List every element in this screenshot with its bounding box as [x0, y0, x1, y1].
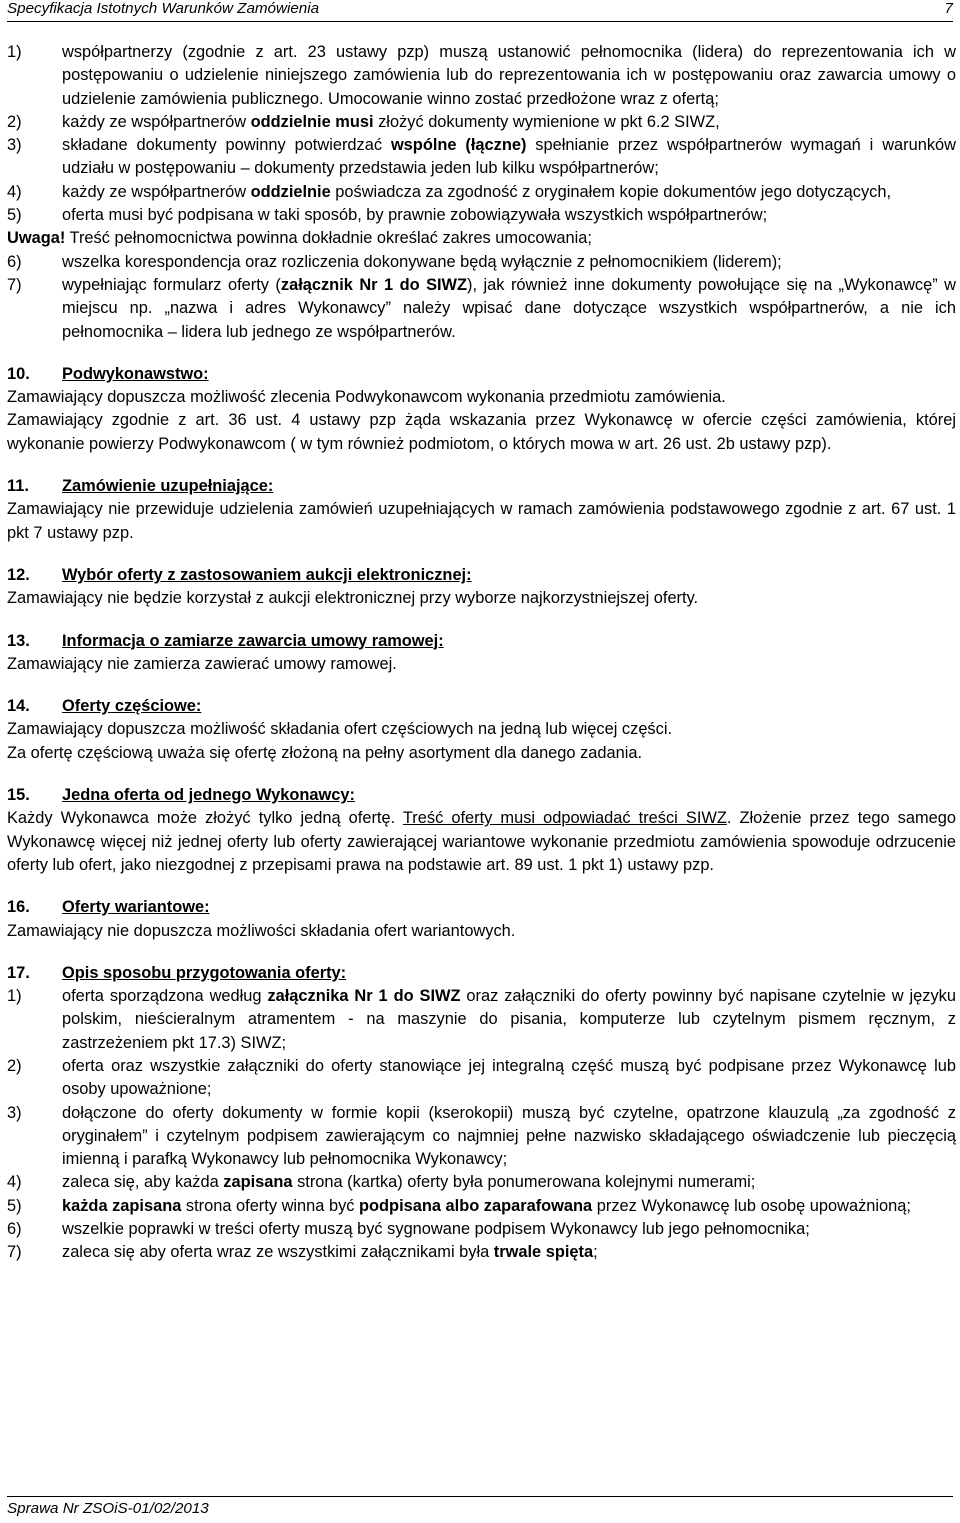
offer-item-7: 7) zaleca się aby oferta wraz ze wszystkimi załącznikami była trwale spięta; — [7, 1243, 598, 1262]
document-body — [7, 41, 956, 1265]
section-heading-14: 14. Oferty częściowe: — [7, 697, 202, 716]
offer-item-3: 3) dołączone do oferty dokumenty w formie kopii (kserokopii) muszą być czytelne, opatrzone klauzulą „za zgodność z oryginałem” i czytelnym podpisem zawierającym co najmniej pełne nazwisko składającego oświadczenie lub pieczęcią imienną i parafką Wykonawcy lub pełnomocnika Wykonawcy; — [7, 1103, 956, 1169]
consortium-item-6: 6) wszelka korespondencja oraz rozliczenia dokonywane będą wyłącznie z pełnomocnikiem (liderem); — [7, 252, 782, 271]
document-title: Specyfikacja Istotnych Warunków Zamówienia — [7, 0, 320, 17]
section-10-paragraph-2: Zamawiający zgodnie z art. 36 ust. 4 ustawy pzp żąda wskazania przez Wykonawcę w ofercie części zamówienia, której wykonanie powierzy Podwykonawcom ( w tym również podmiotom, o których mowa w art. 26 ust. 2b ustawy pzp). — [7, 411, 956, 453]
consortium-item-5: 5) oferta musi być podpisana w taki sposób, by prawnie zobowiązywała wszystkich współpartnerów; — [7, 206, 768, 225]
consortium-item-4: 4) każdy ze współpartnerów oddzielnie poświadcza za zgodność z oryginałem kopie dokumentów jego dotyczących, — [7, 182, 892, 201]
section-heading-12: 12. Wybór oferty z zastosowaniem aukcji elektronicznej: — [7, 565, 472, 584]
consortium-item-3: 3) składane dokumenty powinny potwierdzać wspólne (łączne) spełnianie przez współpartnerów wymagań i warunków udziału w postępowaniu – dokumenty przedstawia jeden lub kilku współpartnerów; — [7, 136, 956, 178]
offer-item-2: 2) oferta oraz wszystkie załączniki do oferty stanowiące jej integralną część muszą być podpisane przez Wykonawcę lub osoby upoważnione; — [7, 1056, 956, 1099]
section-12-paragraph-1: Zamawiający nie będzie korzystał z aukcji elektronicznej przy wyborze najkorzystniejszej oferty. — [7, 589, 699, 608]
section-heading-10: 10. Podwykonawstwo: — [7, 364, 209, 383]
section-14-paragraph-1: Zamawiający dopuszcza możliwość składania ofert częściowych na jedną lub więcej części. — [7, 720, 673, 739]
consortium-item-7: 7) wypełniając formularz oferty (załącznik Nr 1 do SIWZ), jak również inne dokumenty powołujące się na „Wykonawcę” w miejscu np. „nazwa i adres Wykonawcy” należy wpisać dane dotyczące wszystkich współpartnerów, a nie ich pełnomocnika – lidera lub jednego ze współpartnerów. — [7, 275, 956, 341]
section-11-paragraph-1: Zamawiający nie przewiduje udzielenia zamówień uzupełniających w ramach zamówienia podstawowego zgodnie z art. 67 ust. 1 pkt 7 ustawy pzp. — [7, 500, 956, 542]
section-10-paragraph-1: Zamawiający dopuszcza możliwość zlecenia Podwykonawcom wykonania przedmiotu zamówienia. — [7, 388, 726, 407]
case-number: Sprawa Nr ZSOiS-01/02/2013 — [7, 1500, 209, 1517]
offer-item-4: 4) zaleca się, aby każda zapisana strona (kartka) oferty była ponumerowana kolejnymi numerami; — [7, 1173, 756, 1192]
consortium-note: Uwaga! Treść pełnomocnictwa powinna dokładnie określać zakres umocowania; — [7, 229, 592, 248]
section-heading-13: 13. Informacja o zamiarze zawarcia umowy ramowej: — [7, 631, 444, 650]
offer-item-5: 5) każda zapisana strona oferty winna być podpisana albo zaparafowana przez Wykonawcę lub osobę upoważnioną; — [7, 1196, 911, 1215]
offer-item-1: 1) oferta sporządzona według załącznika Nr 1 do SIWZ oraz załączniki do oferty powinny być napisane czytelnie w języku polskim, nieścieralnym atramentem - na maszynie do pisania, komputerze lub czytelnym pismem ręcznym, z zastrzeżeniem pkt 17.3) SIWZ; — [7, 987, 956, 1052]
section-14-paragraph-2: Za ofertę częściową uważa się ofertę złożoną na pełny asortyment dla danego zadania. — [7, 743, 643, 762]
section-heading-16: 16. Oferty wariantowe: — [7, 898, 210, 917]
section-heading-17: 17. Opis sposobu przygotowania oferty: — [7, 963, 347, 982]
section-heading-11: 11. Zamówienie uzupełniające: — [7, 477, 274, 496]
page-header — [7, 0, 953, 22]
note-label: Uwaga! — [7, 229, 66, 248]
page-footer — [7, 1496, 953, 1517]
offer-item-6: 6) wszelkie poprawki w treści oferty muszą być sygnowane podpisem Wykonawcy lub jego pełnomocnika; — [7, 1220, 810, 1239]
page-number: 7 — [944, 0, 953, 17]
section-16-paragraph-1: Zamawiający nie dopuszcza możliwości składania ofert wariantowych. — [7, 921, 516, 940]
consortium-item-1: 1) współpartnerzy (zgodnie z art. 23 ustawy pzp) muszą ustanowić pełnomocnika (lidera) do reprezentowania ich w postępowaniu o udzielenie niniejszego zamówienia lub do reprezentowania ich w postępowaniu oraz zawarcia umowy o udzielenie zamówienia publicznego. Umocowanie winno zostać przedłożone wraz z ofertą; — [7, 43, 956, 108]
section-15-paragraph-1: Każdy Wykonawca może złożyć tylko jedną ofertę. Treść oferty musi odpowiadać treści SIWZ. Złożenie przez tego samego Wykonawcę więcej niż jednej oferty lub oferty zawierającej wariantowe wykonanie przedmiotu zamówienia spowoduje odrzucenie oferty lub ofert, jako niezgodnej z przepisami prawa na podstawie art. 89 ust. 1 pkt 1) ustawy pzp. — [7, 809, 956, 874]
section-heading-15: 15. Jedna oferta od jednego Wykonawcy: — [7, 786, 355, 805]
section-13-paragraph-1: Zamawiający nie zamierza zawierać umowy ramowej. — [7, 654, 397, 673]
consortium-item-2: 2) każdy ze współpartnerów oddzielnie musi złożyć dokumenty wymienione w pkt 6.2 SIWZ, — [7, 112, 720, 131]
